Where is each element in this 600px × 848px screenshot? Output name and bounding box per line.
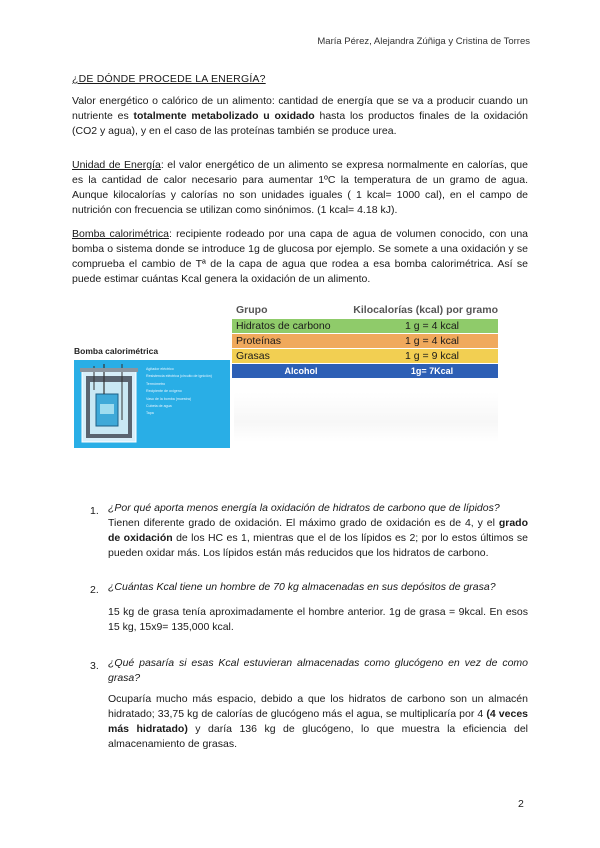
figure-label: Vaso de la bomba (muestra) [146, 396, 192, 401]
figure-label: Cubeta de agua [146, 404, 172, 409]
question-3 [108, 656, 528, 752]
row-group: Hidratos de carbono [236, 320, 331, 332]
answer-text: 15 kg de grasa tenía aproximadamente el hombre anterior. 1g de grasa = 9kcal. En esos 15 kg, 15x9= 135,000 kcal. [108, 606, 528, 633]
table-row [232, 364, 498, 378]
intro-paragraph: Valor energético o calórico de un alimento: cantidad de energía que se va a producir cuando un nutriente es totalmente metabolizado u oxidado hasta los productos finales de la oxidación (CO2 y agua), y en el caso de las proteínas también se produce urea. [72, 95, 528, 137]
section-title: ¿DE DÓNDE PROCEDE LA ENERGÍA? [72, 73, 266, 85]
figure-label: Tapa [146, 411, 154, 416]
row-group: Proteínas [236, 335, 281, 347]
figure-title: Bomba calorimétrica [74, 346, 159, 356]
column-header-kcal: Kilocalorías (kcal) por gramo [353, 304, 498, 316]
figure-labels [146, 366, 226, 418]
answer-text: Tienen diferente grado de oxidación. El máximo grado de oxidación es de 4, y el grado de oxidación de los HC es 1, mientras que el de los lípidos es 2; por lo estos últimos se pueden oxidar más. Los lípidos están más reducidos que los hidratos de carbono. [108, 517, 529, 559]
table-row [232, 319, 498, 333]
question-3-number: 3. [90, 660, 99, 672]
row-kcal: 1 g = 4 kcal [405, 320, 459, 332]
page-number: 2 [518, 798, 524, 810]
figure-label: Recipiente de oxígeno [146, 389, 182, 394]
question-text: ¿Qué pasaría si esas Kcal estuvieran almacenadas como glucógeno en vez de como grasa? [108, 657, 528, 684]
table-row [232, 334, 498, 348]
row-kcal: 1g= 7Kcal [410, 366, 454, 376]
row-group: Grasas [236, 350, 270, 362]
table-header [232, 304, 498, 318]
answer-text: Ocuparía mucho más espacio, debido a que los hidratos de carbono son un almacén hidratado; 33,75 kg de calorías de glucógeno más el agua, se multiplicaría por 4 (4 veces más hidratado) y daría 136 kg de glucógeno, lo que muestra la eficiencia del almacenamiento de grasas. [108, 693, 529, 750]
question-text: ¿Cuántas Kcal tiene un hombre de 70 kg almacenadas en sus depósitos de grasa? [108, 581, 496, 593]
calorimeter-figure [74, 346, 230, 448]
row-group: Alcohol [284, 366, 318, 376]
calorimeter-diagram [74, 360, 230, 448]
question-text: ¿Por qué aporta menos energía la oxidación de hidratos de carbono que de lípidos? [108, 502, 500, 514]
energy-table [232, 304, 498, 378]
unidad-paragraph: Unidad de Energía: el valor energético de un alimento se expresa normalmente en calorías, que es la cantidad de calor necesario para aumentar 1ºC la temperatura de un gramo de agua. Aunque kilocalorías y calorías no son unidades iguales ( 1 kcal= 1000 cal), en el campo de nutrición con frecuencia se utilizan como sinónimos. (1 kcal= 4.18 kJ). [72, 159, 528, 216]
row-kcal: 1 g = 9 kcal [405, 350, 459, 362]
question-2-number: 2. [90, 584, 99, 596]
question-1-number: 1. [90, 505, 99, 517]
row-kcal: 1 g = 4 kcal [405, 335, 459, 347]
figure-label: Termómetro [146, 381, 166, 386]
bomba-paragraph: Bomba calorimétrica: recipiente rodeado por una capa de agua de volumen conocido, con una bomba o sistema donde se introduce 1g de glucosa por ejemplo. Se somete a una oxidación y se comprueba el cambio de Tª de la capa de agua que rodea a esa bomba calorimétrica. Así se puede estimar cuántas Kcal genera la oxidación de un alimento. [72, 228, 529, 285]
figure-label: Resistencia eléctrica (circuito de ignición) [146, 374, 212, 379]
faded-image-area [234, 392, 498, 442]
figure-label: Agitador eléctrico [146, 367, 174, 371]
question-2 [108, 580, 528, 635]
table-row [232, 349, 498, 363]
header-authors: María Pérez, Alejandra Zúñiga y Cristina de Torres [317, 36, 530, 47]
column-header-group: Grupo [236, 304, 268, 316]
question-1 [108, 501, 528, 561]
